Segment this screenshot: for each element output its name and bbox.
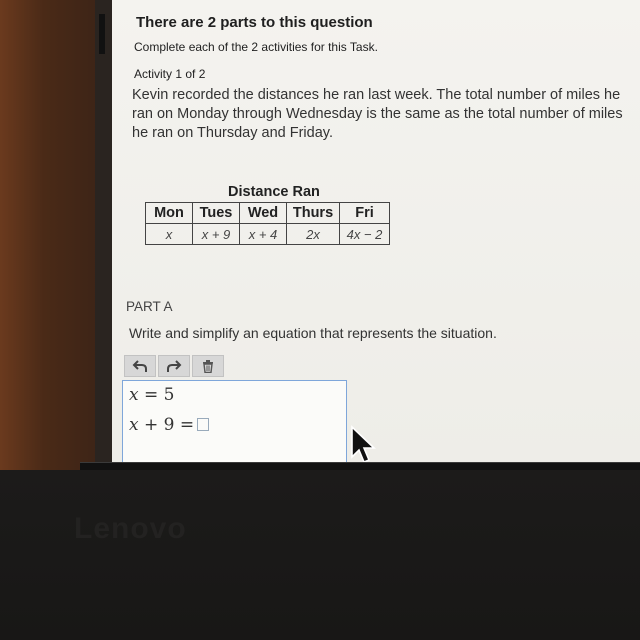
task-instructions: Complete each of the 2 activities for this Task. [134, 40, 378, 54]
screen-bezel [95, 0, 113, 470]
redo-button[interactable] [158, 355, 190, 377]
laptop-brand-logo: Lenovo [74, 512, 187, 545]
delete-button[interactable] [192, 355, 224, 377]
question-header: There are 2 parts to this question [136, 14, 373, 31]
table-title: Distance Ran [228, 184, 320, 200]
question-text: Kevin recorded the distances he ran last week. The total number of miles he ran on Monday through Wednesday is the same as the total number of miles he ran on Thursday and Friday. [132, 87, 623, 141]
table-cell: 4x − 2 [340, 224, 390, 245]
equation-line-1[interactable] [129, 385, 174, 405]
math-variable: x [129, 385, 139, 405]
laptop-body [0, 470, 640, 640]
redo-icon [166, 359, 182, 373]
undo-button[interactable] [124, 355, 156, 377]
part-a-prompt: Write and simplify an equation that represents the situation. [129, 325, 497, 341]
part-a-label: PART A [126, 299, 173, 314]
table-cell: x [146, 224, 193, 245]
equation-editor[interactable] [122, 380, 347, 462]
table-header-cell: Fri [340, 203, 390, 224]
distance-table [145, 202, 390, 245]
table-cell: x + 4 [240, 224, 287, 245]
background-wall [0, 0, 110, 470]
editor-toolbar [124, 355, 224, 375]
math-variable: x [129, 415, 139, 435]
screen [112, 0, 640, 462]
input-placeholder-box[interactable] [197, 418, 209, 431]
table-cell: x + 9 [193, 224, 240, 245]
mouse-pointer-icon [350, 425, 380, 462]
activity-label: Activity 1 of 2 [134, 67, 206, 81]
table-header-cell: Thurs [287, 203, 340, 224]
table-header-cell: Mon [146, 203, 193, 224]
table-header-cell: Wed [240, 203, 287, 224]
undo-icon [132, 359, 148, 373]
equation-line-2[interactable] [129, 415, 209, 435]
table-cell: 2x [287, 224, 340, 245]
bezel-mark [99, 14, 105, 54]
math-expression: = 5 [138, 385, 175, 405]
table-header-cell: Tues [193, 203, 240, 224]
math-expression: + 9 = [138, 415, 195, 435]
trash-icon [200, 359, 216, 373]
